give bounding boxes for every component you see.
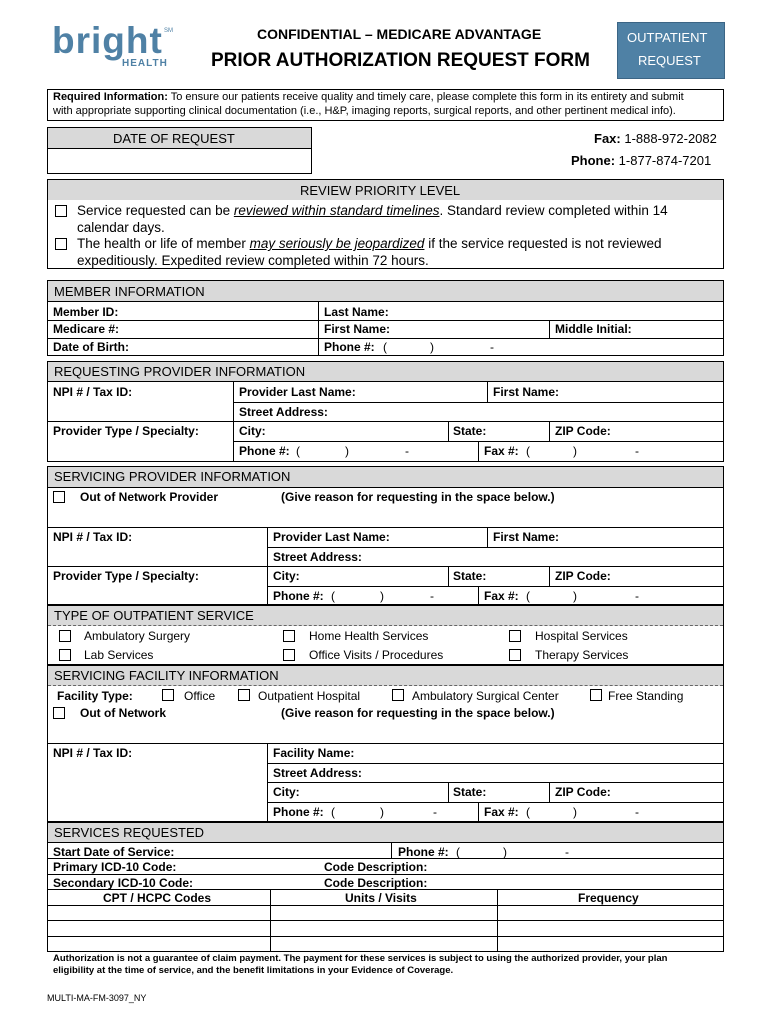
hospital-services-label: Hospital Services — [535, 629, 628, 643]
standard-text-u: reviewed within standard timelines — [233, 203, 440, 218]
phone-value: 1-877-874-7201 — [615, 153, 712, 168]
serv-fax-dash: - — [635, 589, 639, 603]
requesting-title: REQUESTING PROVIDER INFORMATION — [54, 364, 306, 379]
req-npi-label: NPI # / Tax ID: — [53, 385, 133, 399]
serv-out-network-checkbox[interactable] — [53, 491, 65, 503]
member-title: MEMBER INFORMATION — [54, 284, 205, 299]
serv-type-label: Provider Type / Specialty: — [53, 569, 199, 583]
member-middle-label: Middle Initial: — [555, 322, 632, 336]
logo-sm: SM — [164, 28, 173, 34]
serv-phone-dash: - — [430, 589, 434, 603]
req-fax-paren-open: ( — [526, 444, 530, 458]
required-info-line1 — [53, 92, 684, 103]
svc-phone-paren-close: ) — [503, 845, 507, 859]
start-date-label: Start Date of Service: — [53, 845, 175, 859]
ambulatory-surgery-label: Ambulatory Surgery — [84, 629, 191, 643]
fac-fax-paren-open: ( — [526, 805, 530, 819]
fac-fax-paren-close: ) — [573, 805, 577, 819]
lab-services-checkbox[interactable] — [59, 649, 71, 661]
phone-label: Phone: — [571, 153, 616, 168]
facility-type-label: Facility Type: — [57, 689, 133, 703]
member-phone-paren-close: ) — [430, 340, 434, 354]
priority-title: REVIEW PRIORITY LEVEL — [300, 183, 461, 198]
secondary-icd-label: Secondary ICD-10 Code: — [53, 876, 194, 890]
serv-fax-paren-open: ( — [526, 589, 530, 603]
outpatient-badge — [617, 22, 725, 79]
standard-text-c: calendar days. — [77, 220, 165, 235]
req-phone-dash: - — [405, 444, 409, 458]
serv-phone-paren-open: ( — [331, 589, 335, 603]
logo-sub: HEALTH — [122, 58, 168, 69]
fac-zip-label: ZIP Code: — [555, 785, 611, 799]
office-label: Office — [184, 689, 216, 703]
code-desc-2-label: Code Description: — [324, 876, 428, 890]
code-desc-1-label: Code Description: — [324, 860, 428, 874]
serv-first-name-label: First Name: — [493, 530, 560, 544]
office-visits-label: Office Visits / Procedures — [309, 648, 444, 662]
standard-checkbox[interactable] — [55, 205, 67, 217]
serv-state-label: State: — [453, 569, 487, 583]
therapy-services-checkbox[interactable] — [509, 649, 521, 661]
phone-line — [571, 154, 711, 167]
member-phone-paren-open: ( — [383, 340, 387, 354]
date-request-field[interactable] — [48, 150, 311, 173]
fac-reason-label: (Give reason for requesting in the space below.) — [281, 706, 555, 720]
expedited-text-u: may seriously be jeopardized — [249, 236, 425, 251]
expedited-text-a: The health or life of member — [77, 236, 250, 251]
primary-icd-label: Primary ICD-10 Code: — [53, 860, 177, 874]
expedited-text-c: expeditiously. Expedited review completed within 72 hours. — [77, 253, 429, 268]
member-last-name-label: Last Name: — [324, 305, 389, 319]
serv-street-label: Street Address: — [273, 550, 362, 564]
serv-fax-paren-close: ) — [573, 589, 577, 603]
fac-phone-label: Phone #: — [273, 805, 324, 819]
ambulatory-surgery-checkbox[interactable] — [59, 630, 71, 642]
disclaimer-line2: eligibility at the time of service, and the benefit limitations in your Evidence of Coverage. — [53, 965, 454, 976]
req-state-label: State: — [453, 424, 487, 438]
serv-phone-paren-close: ) — [380, 589, 384, 603]
fac-out-network-checkbox[interactable] — [53, 707, 65, 719]
disclaimer-line1: Authorization is not a guarantee of claim payment. The payment for these services is subject to using the authorized provider, your plan — [53, 953, 668, 964]
serv-out-network-label: Out of Network Provider — [80, 490, 219, 504]
units-column-header: Units / Visits — [345, 891, 417, 905]
free-standing-checkbox[interactable] — [590, 689, 602, 701]
logo — [52, 22, 177, 72]
req-first-name-label: First Name: — [493, 385, 560, 399]
standard-text-a: Service requested can be — [77, 203, 234, 218]
fac-fax-label: Fax #: — [484, 805, 519, 819]
form-id: MULTI-MA-FM-3097_NY — [47, 993, 147, 1003]
serv-npi-label: NPI # / Tax ID: — [53, 530, 133, 544]
serv-zip-label: ZIP Code: — [555, 569, 611, 583]
confidential-heading: CONFIDENTIAL – MEDICARE ADVANTAGE — [257, 26, 542, 42]
service-type-title: TYPE OF OUTPATIENT SERVICE — [54, 608, 254, 623]
facility-title: SERVICING FACILITY INFORMATION — [54, 668, 279, 683]
serv-city-label: City: — [273, 569, 300, 583]
expedited-checkbox[interactable] — [55, 238, 67, 250]
required-info-text1: To ensure our patients receive quality and timely care, please complete this form in its entirety and submit — [167, 91, 684, 103]
required-info-label: Required Information: — [53, 91, 168, 103]
badge-line2: REQUEST — [638, 53, 701, 68]
fac-state-label: State: — [453, 785, 487, 799]
fac-phone-dash: - — [433, 805, 437, 819]
home-health-checkbox[interactable] — [283, 630, 295, 642]
req-phone-label: Phone #: — [239, 444, 290, 458]
date-request-label: DATE OF REQUEST — [113, 131, 235, 146]
dob-label: Date of Birth: — [53, 340, 129, 354]
expedited-text-b: if the service requested is not reviewed — [424, 236, 662, 251]
free-standing-label: Free Standing — [608, 689, 684, 703]
fax-value: 1-888-972-2082 — [620, 131, 717, 146]
member-first-name-label: First Name: — [324, 322, 391, 336]
required-info-line2: with appropriate supporting clinical documentation (i.e., H&P, imaging reports, surgical reports, and other pertinent medical info). — [53, 105, 676, 117]
serv-reason-label: (Give reason for requesting in the space below.) — [281, 490, 555, 504]
member-id-label: Member ID: — [53, 305, 119, 319]
badge-line1: OUTPATIENT — [627, 30, 708, 45]
medicare-label: Medicare #: — [53, 322, 120, 336]
req-fax-paren-close: ) — [573, 444, 577, 458]
req-fax-dash: - — [635, 444, 639, 458]
req-zip-label: ZIP Code: — [555, 424, 611, 438]
fac-phone-paren-open: ( — [331, 805, 335, 819]
fac-city-label: City: — [273, 785, 300, 799]
fac-street-label: Street Address: — [273, 766, 362, 780]
fac-name-label: Facility Name: — [273, 746, 355, 760]
home-health-label: Home Health Services — [309, 629, 429, 643]
req-phone-paren-close: ) — [345, 444, 349, 458]
standard-text — [77, 204, 668, 218]
ambulatory-center-label: Ambulatory Surgical Center — [412, 689, 559, 703]
svc-phone-dash: - — [565, 845, 569, 859]
office-visits-checkbox[interactable] — [283, 649, 295, 661]
serv-fax-label: Fax #: — [484, 589, 519, 603]
svc-phone-paren-open: ( — [456, 845, 460, 859]
hospital-services-checkbox[interactable] — [509, 630, 521, 642]
serv-phone-label: Phone #: — [273, 589, 324, 603]
req-last-name-label: Provider Last Name: — [239, 385, 356, 399]
ambulatory-center-checkbox[interactable] — [392, 689, 404, 701]
fax-label: Fax: — [594, 131, 621, 146]
member-phone-dash: - — [490, 340, 494, 354]
therapy-services-label: Therapy Services — [535, 648, 629, 662]
standard-text-b: . Standard review completed within 14 — [439, 203, 668, 218]
req-fax-label: Fax #: — [484, 444, 519, 458]
req-city-label: City: — [239, 424, 266, 438]
services-title: SERVICES REQUESTED — [54, 825, 205, 840]
cpt-column-header: CPT / HCPC Codes — [103, 891, 212, 905]
expedited-text — [77, 237, 662, 251]
svc-phone-label: Phone #: — [398, 845, 449, 859]
member-phone-label: Phone #: — [324, 340, 375, 354]
serv-last-name-label: Provider Last Name: — [273, 530, 390, 544]
req-street-label: Street Address: — [239, 405, 328, 419]
logo-word: bright — [52, 20, 163, 61]
office-checkbox[interactable] — [162, 689, 174, 701]
frequency-column-header: Frequency — [578, 891, 639, 905]
servicing-title: SERVICING PROVIDER INFORMATION — [54, 469, 291, 484]
fac-npi-label: NPI # / Tax ID: — [53, 746, 133, 760]
fac-phone-paren-close: ) — [380, 805, 384, 819]
lab-services-label: Lab Services — [84, 648, 154, 662]
outpatient-hospital-label: Outpatient Hospital — [258, 689, 361, 703]
fac-fax-dash: - — [635, 805, 639, 819]
req-type-label: Provider Type / Specialty: — [53, 424, 199, 438]
fac-out-network-label: Out of Network — [80, 706, 166, 720]
req-phone-paren-open: ( — [296, 444, 300, 458]
fax-line — [594, 132, 717, 145]
page-title: PRIOR AUTHORIZATION REQUEST FORM — [211, 50, 590, 71]
outpatient-hospital-checkbox[interactable] — [238, 689, 250, 701]
